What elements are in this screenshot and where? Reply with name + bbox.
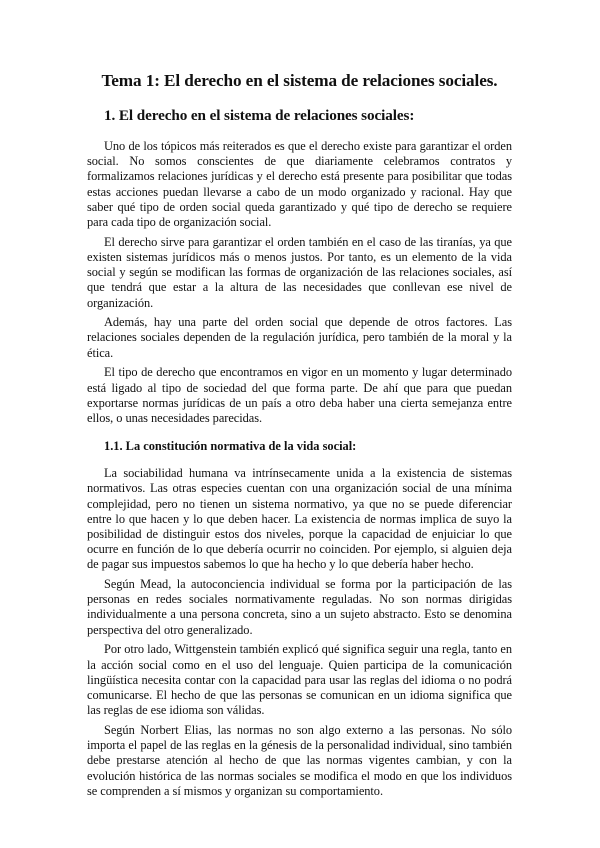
paragraph: Además, hay una parte del orden social que depende de otros factores. Las relaciones sociales dependen de la regulación jurídica, pero también de la moral y la ética. bbox=[87, 315, 512, 360]
paragraph: El tipo de derecho que encontramos en vigor en un momento y lugar determinado está ligado al tipo de sociedad del que forma parte. De ahí que para que puedan exportarse normas jurídicas de un país a otro deba haber una cierta semejanza entre ellos, o unas necesidades parecidas. bbox=[87, 365, 512, 425]
section-heading: 1. El derecho en el sistema de relaciones sociales: bbox=[104, 107, 415, 124]
document-title: Tema 1: El derecho en el sistema de relaciones sociales. bbox=[101, 71, 498, 90]
paragraph: Uno de los tópicos más reiterados es que el derecho existe para garantizar el orden social. No somos conscientes de que diariamente celebramos contratos y formalizamos relaciones jurídicas y el derecho está presente para posibilitar que todas estas acciones puedan llevarse a cabo de un modo organizado y racional. Hay que saber qué tipo de orden social queda garantizado y qué tipo de derecho se requiere para cada tipo de organización social. bbox=[87, 139, 512, 230]
paragraph: El derecho sirve para garantizar el orden también en el caso de las tiranías, ya que existen sistemas jurídicos más o menos justos. Por tanto, es un elemento de la vida social y según se modifican las formas de organización de las relaciones sociales, así que tendrá que estar a la altura de las necesidades que conllevan ese nivel de organización. bbox=[87, 234, 512, 310]
paragraph: Por otro lado, Wittgenstein también explicó qué significa seguir una regla, tanto en la acción social como en el uso del lenguaje. Quien participa de la comunicación lingüística necesita contar con la capacidad para usar las reglas del idioma o no podrá comunicarse. El hecho de que las personas se comunican en un idioma significa que las reglas de ese idioma son válidas. bbox=[87, 642, 512, 718]
paragraph: Según Norbert Elias, las normas no son algo externo a las personas. No sólo importa el papel de las reglas en la génesis de la personalidad individual, sino también debe prestarse atención al hecho de que las normas vigentes cambian, y con la evolución histórica de las normas sociales se modifica el modo en que los individuos se comprenden a sí mismos y organizan su comportamiento. bbox=[87, 722, 512, 798]
subsection-heading: 1.1. La constitución normativa de la vida social: bbox=[104, 439, 357, 454]
paragraph: La sociabilidad humana va intrínsecamente unida a la existencia de sistemas normativos. Las otras especies cuentan con una organización social de una mínima complejidad, pero no tienen un sistema normativo, ya que no se puede diferenciar entre lo que hacen y lo que deben hacer. La existencia de normas implica de suyo la posibilidad de distinguir estos dos niveles, porque la capacidad de enjuiciar lo que ocurre en función de lo que debería ocurrir no coinciden. Por ejemplo, si alguien deja de pagar sus impuestos sabemos lo que ha hecho y lo que debería haber hecho. bbox=[87, 466, 512, 572]
paragraph: Según Mead, la autoconciencia individual se forma por la participación de las personas en redes sociales normativamente reguladas. No son normas dirigidas individualmente a una persona concreta, sino a un sujeto abstracto. Esto se denomina perspectiva del otro generalizado. bbox=[87, 577, 512, 637]
